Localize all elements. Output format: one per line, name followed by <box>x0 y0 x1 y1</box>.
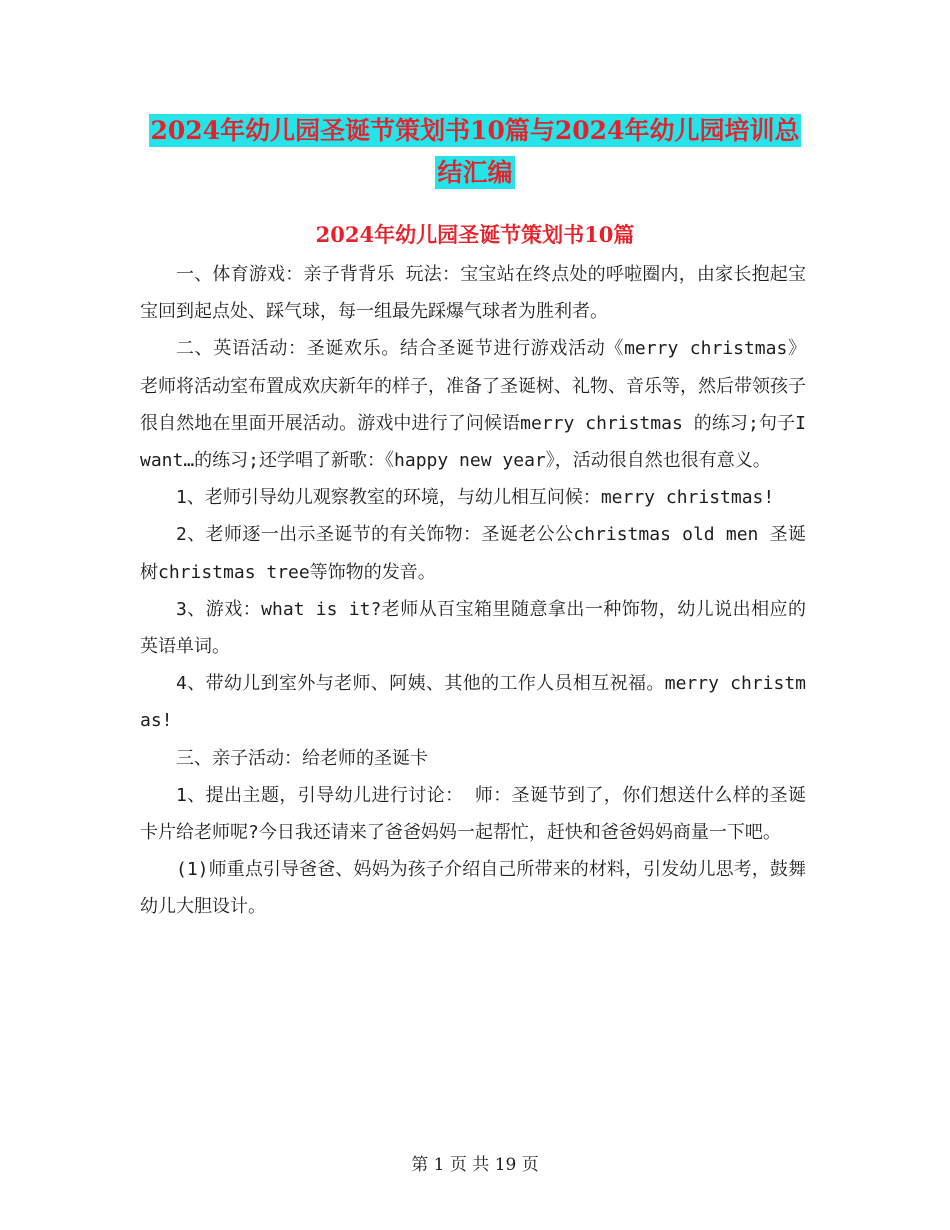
paragraph: 1、提出主题，引导幼儿进行讨论： 师：圣诞节到了，你们想送什么样的圣诞卡片给老师呢?今日我还请来了爸爸妈妈一起帮忙，赶快和爸爸妈妈商量一下吧。 <box>140 784 806 844</box>
paragraph: 三、亲子活动：给老师的圣诞卡 <box>176 747 428 769</box>
paragraph: 一、体育游戏：亲子背背乐 玩法：宝宝站在终点处的呼啦圈内，由家长抱起宝宝回到起点处、踩气球，每一组最先踩爆气球者为胜利者。 <box>140 264 806 323</box>
paragraph: 3、游戏：what is it?老师从百宝箱里随意拿出一种饰物，幼儿说出相应的英语单词。 <box>140 598 806 658</box>
section-title: 2024年幼儿园圣诞节策划书10篇 <box>315 222 635 247</box>
paragraph: (1)师重点引导爸爸、妈妈为孩子介绍自己所带来的材料，引发幼儿思考，鼓舞幼儿大胆设计。 <box>140 859 806 918</box>
page-footer: 第 1 页 共 19 页 <box>411 1155 539 1175</box>
paragraph: 1、老师引导幼儿观察教室的环境，与幼儿相互问候：merry christmas! <box>176 487 775 509</box>
paragraph: 2、老师逐一出示圣诞节的有关饰物：圣诞老公公christmas old men 圣诞树christmas tree等饰物的发音。 <box>140 524 806 583</box>
document-body <box>140 256 806 926</box>
paragraph: 二、英语活动：圣诞欢乐。结合圣诞节进行游戏活动《merry christmas》老师将活动室布置成欢庆新年的样子，准备了圣诞树、礼物、音乐等，然后带领孩子很自然地在里面开展活动。游戏中进行了问候语merry christmas 的练习;句子I want…的练习;还学唱了新歌：《happy new year》，活动很自然也很有意义。 <box>140 338 806 472</box>
document-title <box>140 110 810 194</box>
document-title-text: 2024年幼儿园圣诞节策划书10篇与2024年幼儿园培训总结汇编 <box>150 116 800 187</box>
paragraph: 4、带幼儿到室外与老师、阿姨、其他的工作人员相互祝福。merry christmas! <box>140 673 806 732</box>
